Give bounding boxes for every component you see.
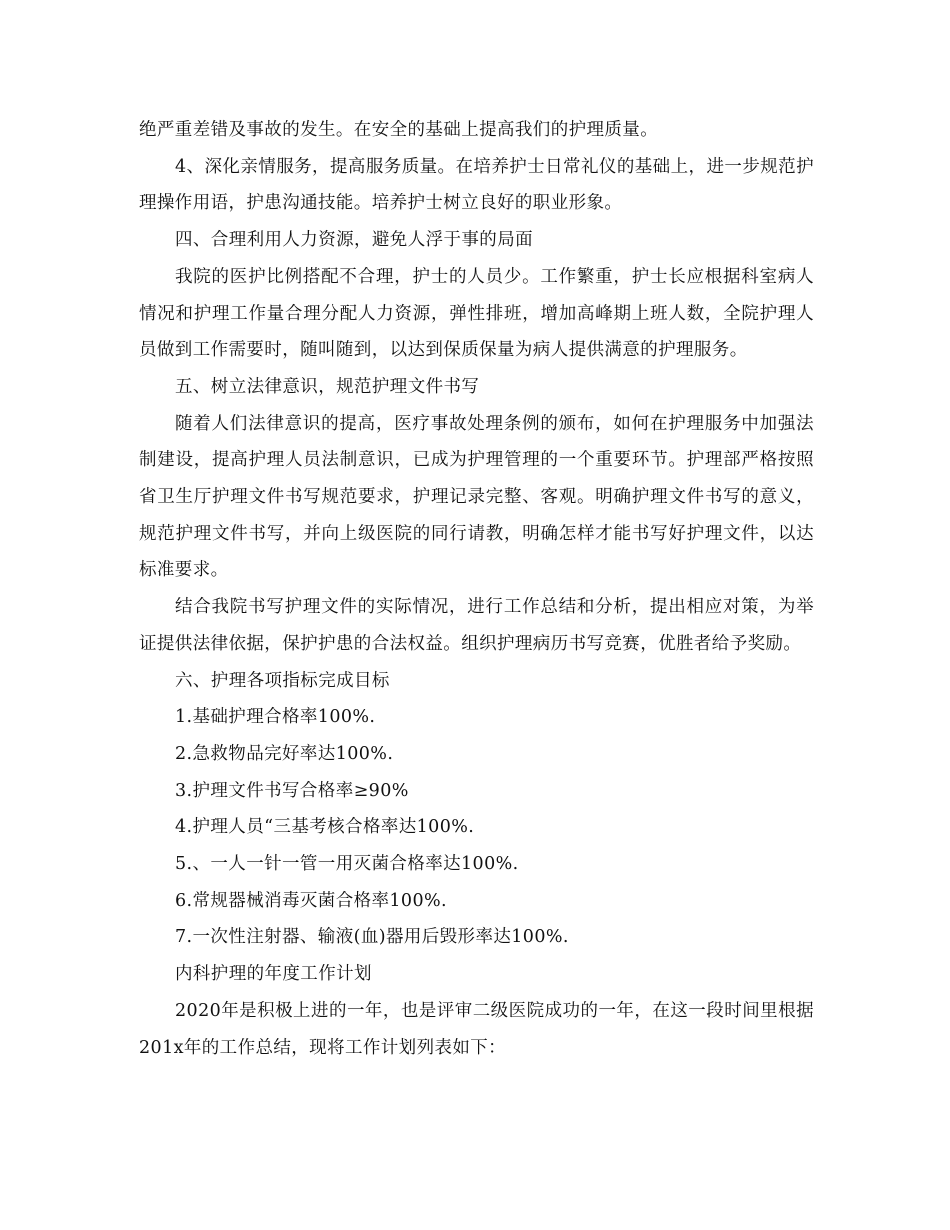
section-heading: 六、护理各项指标完成目标 (175, 670, 390, 691)
list-item: 4.护理人员“三基考核合格率达100%. (175, 817, 475, 838)
section-heading: 内科护理的年度工作计划 (175, 964, 372, 985)
section-heading: 五、树立法律意识，规范护理文件书写 (175, 376, 480, 397)
list-item: 5.、一人一针一管一用灭菌合格率达100%. (175, 854, 519, 875)
section-heading: 四、合理利用人力资源，避免人浮于事的局面 (175, 230, 533, 251)
paragraph: 我院的医护比例搭配不合理，护士的人员少。工作繁重，护士长应根据科室病人情况和护理工作量合理分配人力资源，弹性排班，增加高峰期上班人数，全院护理人员做到工作需要时，随叫随到，以达到保质保量为病人提供满意的护理服务。 (139, 266, 814, 361)
list-item: 1.基础护理合格率100%. (175, 707, 376, 728)
paragraph: 2020年是积极上进的一年，也是评审二级医院成功的一年，在这一段时间里根据201x年的工作总结，现将工作计划列表如下： (139, 1000, 814, 1058)
list-item: 3.护理文件书写合格率≥90% (175, 780, 409, 801)
document-page (139, 112, 814, 1066)
list-item: 6.常规器械消毒灭菌合格率100%. (175, 890, 447, 911)
paragraph: 绝严重差错及事故的发生。在安全的基础上提高我们的护理质量。 (139, 120, 659, 140)
paragraph: 4、深化亲情服务，提高服务质量。在培养护士日常礼仪的基础上，进一步规范护理操作用语，护患沟通技能。培养护士树立良好的职业形象。 (139, 156, 814, 214)
paragraph: 结合我院书写护理文件的实际情况，进行工作总结和分析，提出相应对策，为举证提供法律依据，保护护患的合法权益。组织护理病历书写竞赛，优胜者给予奖励。 (139, 597, 814, 654)
list-item: 2.急救物品完好率达100%. (175, 743, 394, 764)
list-item: 7.一次性注射器、输液(血)器用后毁形率达100%. (175, 927, 569, 948)
paragraph: 随着人们法律意识的提高，医疗事故处理条例的颁布，如何在护理服务中加强法制建设，提高护理人员法制意识，已成为护理管理的一个重要环节。护理部严格按照省卫生厅护理文件书写规范要求，护理记录完整、客观。明确护理文件书写的意义，规范护理文件书写，并向上级医院的同行请教，明确怎样才能书写好护理文件，以达标准要求。 (139, 413, 814, 581)
